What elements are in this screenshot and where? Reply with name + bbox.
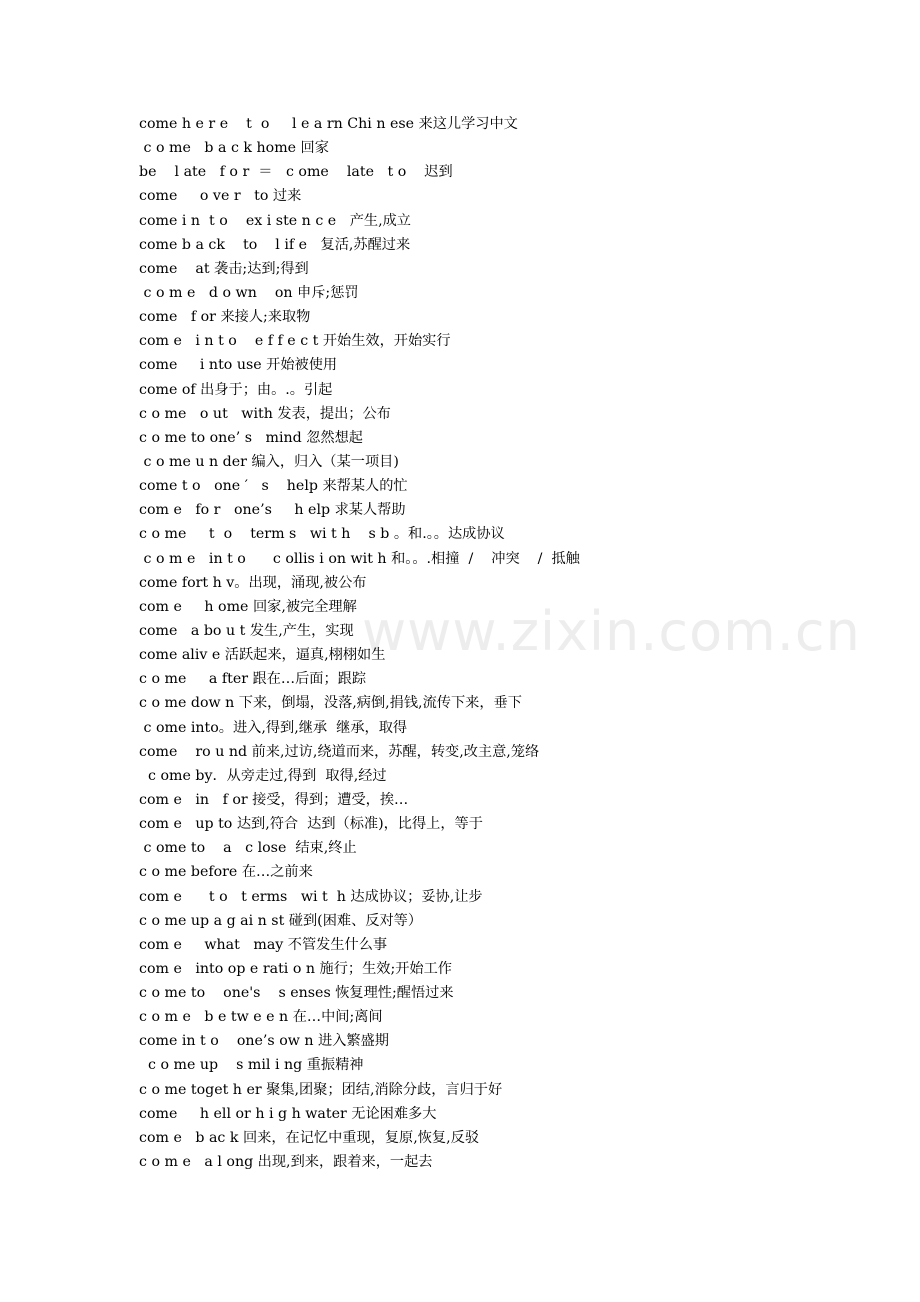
phrase-line: c ome to a c lose 结束,终止 [139,840,357,857]
phrase-line: come f or 来接人;来取物 [139,309,311,326]
phrase-line: com e i n t o e f f e c t 开始生效，开始实行 [139,333,451,350]
phrase-line: c ome into。进入,得到,继承 继承，取得 [139,719,408,736]
phrase-line: come of 出身于；由。.。引起 [139,381,333,398]
phrase-line: come aliv e 活跃起来，逼真,栩栩如生 [139,647,386,664]
phrase-line: come h e r e t o l e a rn Chi n ese 来这儿学习中文 [139,116,518,132]
phrase-line: come at 袭击;达到;得到 [139,260,309,277]
phrase-line: c o m e in t o c ollis i on wit h 和。。.相撞 / 冲突 / 抵触 [139,550,580,567]
phrase-line: c o m e a l ong 出现,到来，跟着来，一起去 [139,1154,433,1171]
phrase-line: com e up to 达到,符合 达到（标准)，比得上，等于 [139,816,483,833]
phrase-line: com e fo r one’s h elp 求某人帮助 [139,502,406,519]
phrase-line: c o me up a g ai n st 碰到(困难、反对等） [139,912,423,929]
phrase-line: com e what may 不管发生什么事 [139,936,388,953]
phrase-line: be l ate f o r ＝ c ome late t o 迟到 [139,164,453,181]
phrase-line: come in t o one’s ow n 进入繁盛期 [139,1033,389,1050]
phrase-line: c o me a fter 跟在…后面；跟踪 [139,671,367,688]
phrase-line: c o me toget h er 聚集,团聚；团结,消除分歧，言归于好 [139,1081,503,1098]
phrase-line: com e in f or 接受，得到；遭受，挨… [139,791,409,808]
phrase-line: com e b ac k 回来，在记忆中重现，复原,恢复,反驳 [139,1129,480,1146]
phrase-line: come b a ck to l if e 复活,苏醒过来 [139,236,411,253]
phrase-line: c o me o ut with 发表，提出；公布 [139,405,391,422]
phrase-line: come h ell or h i g h water 无论困难多大 [139,1105,437,1122]
phrase-line: com e h ome 回家,被完全理解 [139,598,357,615]
phrase-line: come i n t o ex i ste n c e 产生,成立 [139,212,411,229]
phrase-line: come o ve r to 过来 [139,188,302,205]
phrase-line: c o me b a c k home 回家 [139,140,329,157]
phrase-line: come fort h v。出现，涌现,被公布 [139,574,367,591]
phrase-line: com e t o t erms wi t h 达成协议；妥协,让步 [139,888,483,905]
phrase-line: c o me before 在…之前来 [139,864,313,881]
phrase-line: c ome by．从旁走过,得到 取得,经过 [139,767,387,784]
phrase-line: c o me t o term s wi t h s b 。和.。。达成协议 [139,526,505,543]
phrase-line: come i nto use 开始被使用 [139,357,338,374]
phrase-list [139,112,859,1174]
phrase-line: com e into op e rati o n 施行；生效;开始工作 [139,960,452,977]
phrase-line: come a bo u t 发生,产生，实现 [139,622,354,639]
phrase-line: c o m e b e tw e e n 在…中间;离间 [139,1009,383,1026]
phrase-line: c o me u n der 编入，归入（某一项目) [139,453,399,470]
watermark-text: www.zixin.com.cn [362,600,861,663]
phrase-line: c o me dow n 下来，倒塌，没落,病倒,捐钱,流传下来，垂下 [139,695,522,712]
phrase-line: c o me to one’ s mind 忽然想起 [139,429,363,446]
phrase-line: come ro u nd 前来,过访,绕道而来，苏醒，转变,改主意,笼络 [139,743,540,760]
phrase-line: c o me to one's s enses 恢复理性;醒悟过来 [139,985,454,1002]
phrase-line: come t o one ′ s help 来帮某人的忙 [139,478,408,495]
phrase-line: c o m e d o wn on 申斥;惩罚 [139,284,359,301]
phrase-line: c o me up s mil i ng 重振精神 [139,1057,364,1074]
